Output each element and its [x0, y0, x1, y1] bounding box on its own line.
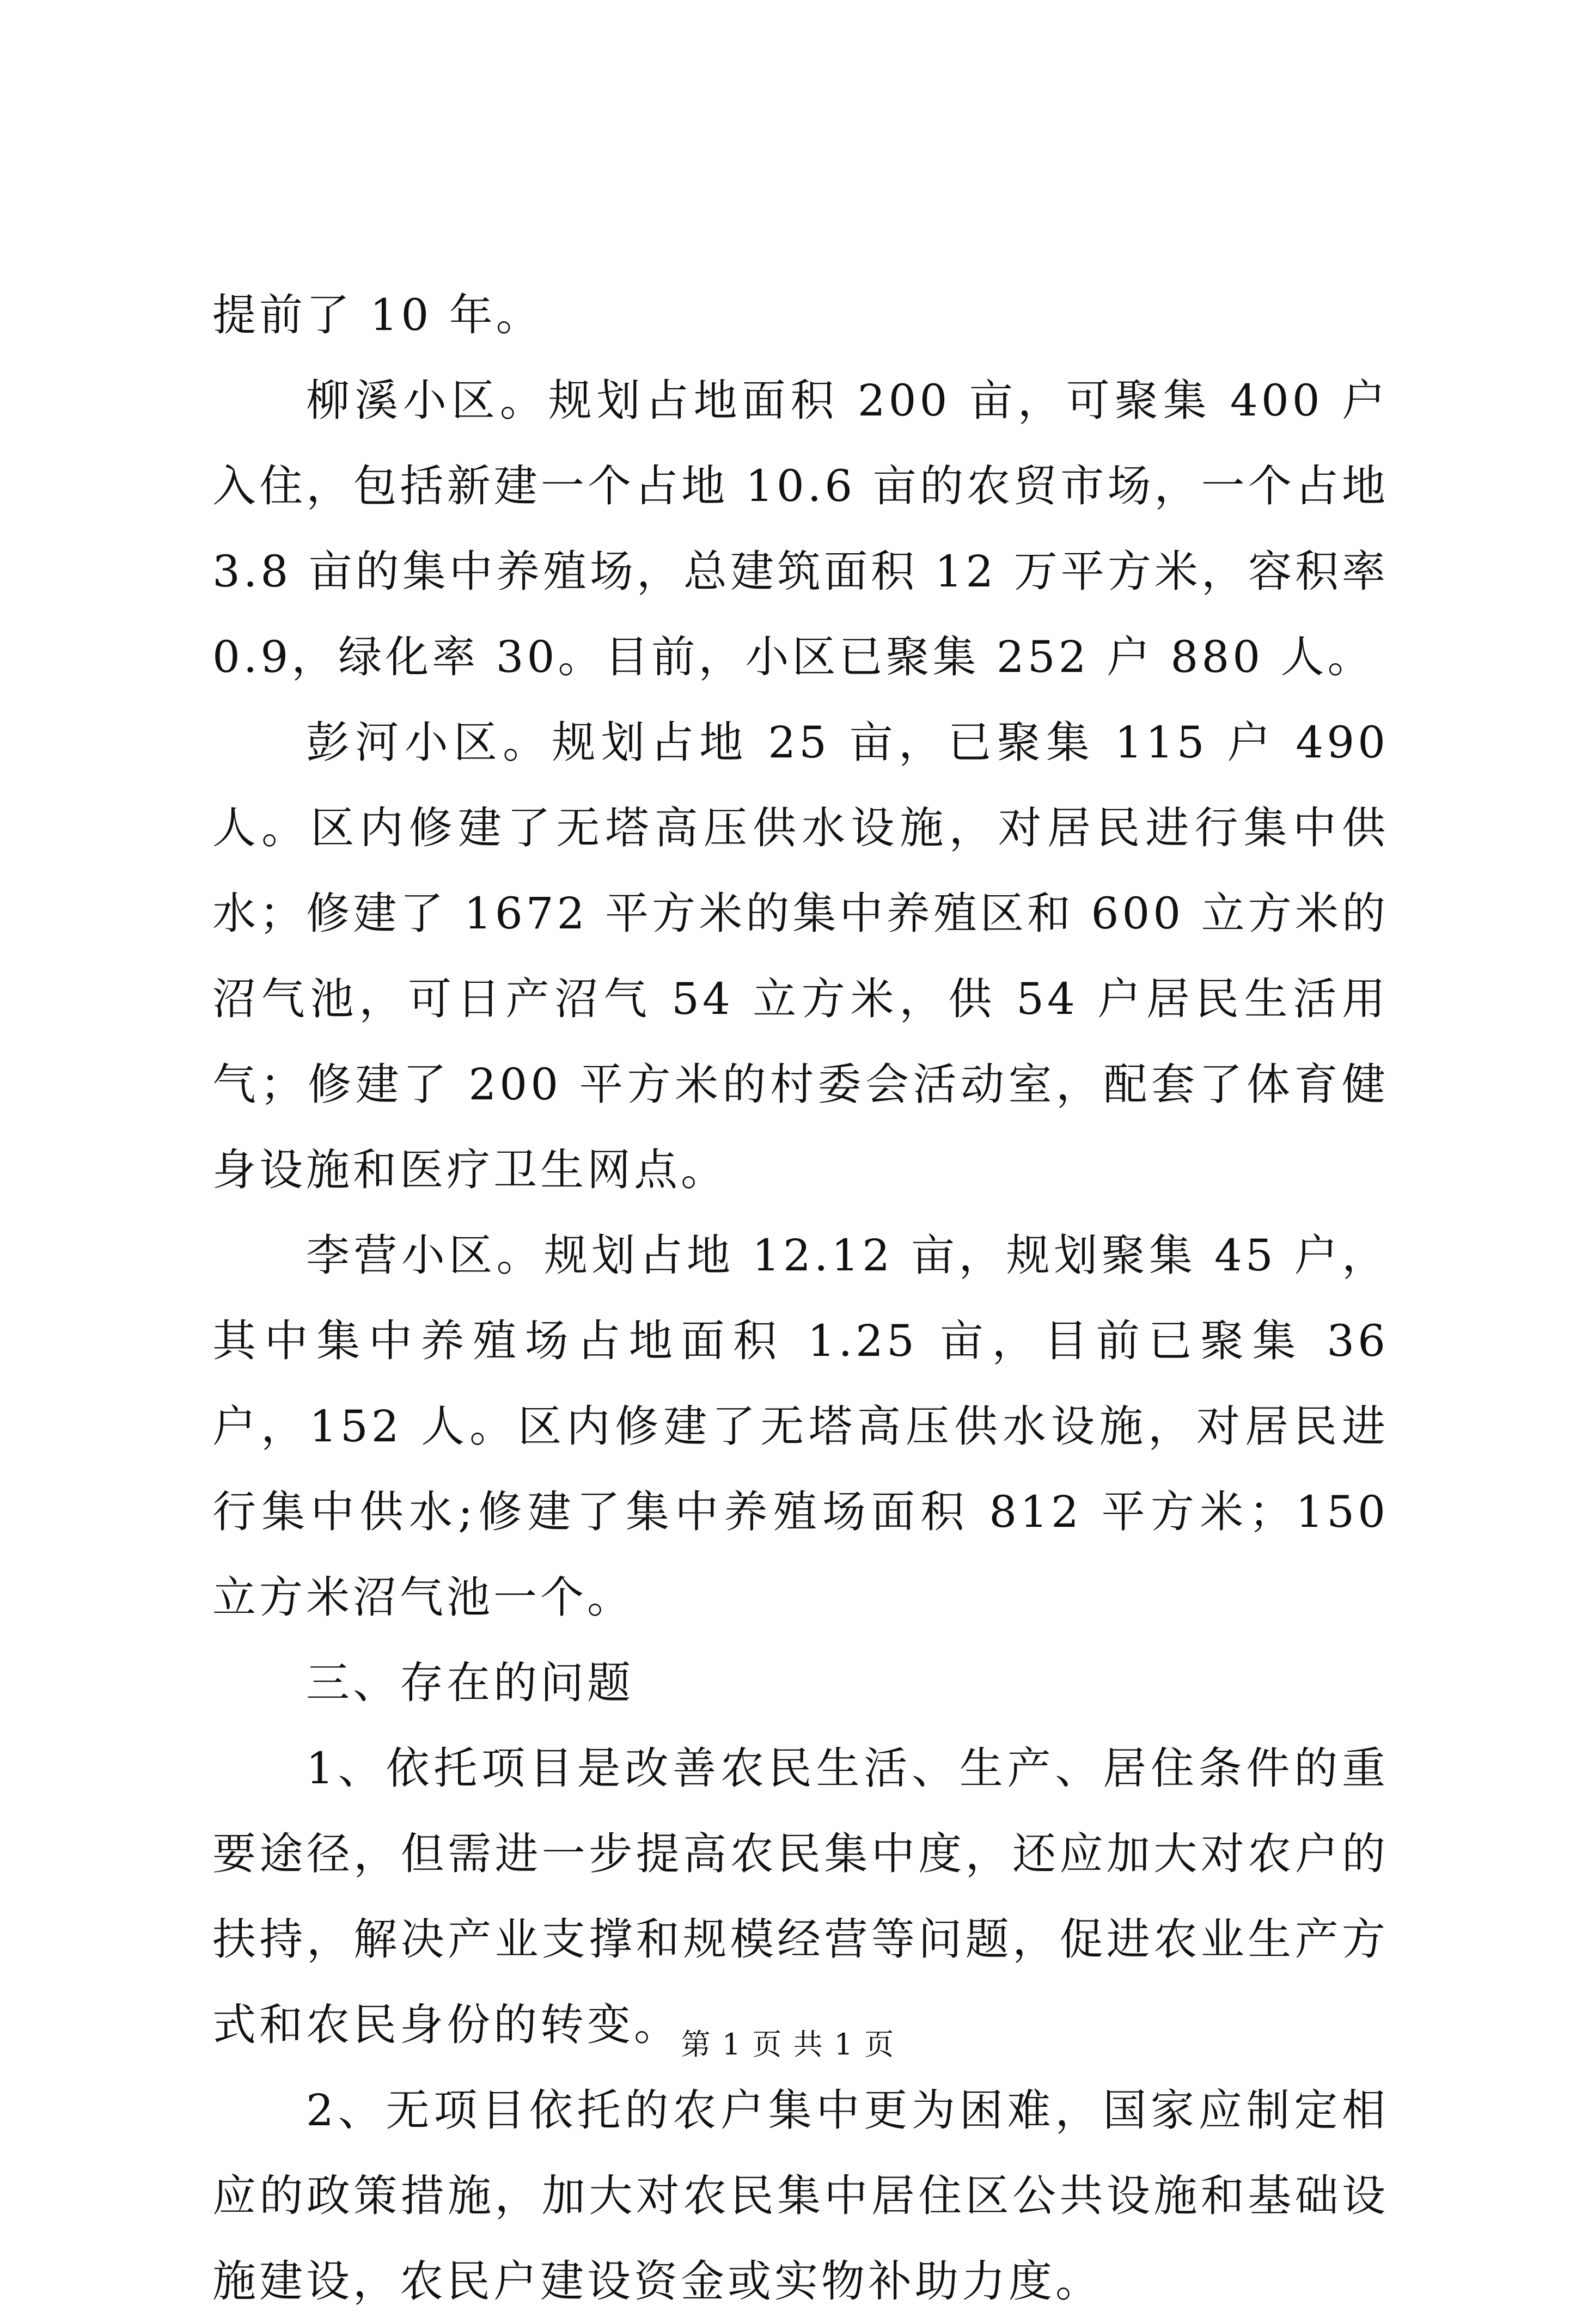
- section-heading-problems: 三、存在的问题: [306, 1658, 634, 1708]
- paragraph-penghe-community: 彭河小区。规划占地 25 亩，已聚集 115 户 490 人。区内修建了无塔高压供水设施，对居民进行集中供水；修建了 1672 平方米的集中养殖区和 600 立方米的沼气池，可日产沼气 54 立方米，供 54 户居民生活用气；修建了 200 平方米的村委会活动室，配套了体育健身设施和医疗卫生网点。: [212, 717, 1389, 1195]
- paragraph-liying-community: 李营小区。规划占地 12.12 亩，规划聚集 45 户，其中集中养殖场占地面积 1.25 亩，目前已聚集 36 户，152 人。区内修建了无塔高压供水设施，对居民进行集中供水;修建了集中养殖场面积 812 平方米；150 立方米沼气池一个。: [212, 1230, 1389, 1623]
- paragraph-liuxi-community: 柳溪小区。规划占地面积 200 亩，可聚集 400 户入住，包括新建一个占地 10.6 亩的农贸市场，一个占地 3.8 亩的集中养殖场，总建筑面积 12 万平方米，容积率 0.9，绿化率 30。目前，小区已聚集 252 户 880 人。: [212, 375, 1389, 682]
- paragraph-continuation: 提前了 10 年。: [212, 290, 543, 340]
- paragraph-problem-1: 1、依托项目是改善农民生活、生产、居住条件的重要途径，但需进一步提高农民集中度，还应加大对农户的扶持，解决产业支撑和规模经营等问题，促进农业生产方式和农民身份的转变。: [212, 1743, 1389, 2050]
- page-footer: 第 1 页 共 1 页: [681, 2027, 895, 2062]
- paragraph-problem-2: 2、无项目依托的农户集中更为困难，国家应制定相应的政策措施，加大对农民集中居住区公共设施和基础设施建设，农民户建设资金或实物补助力度。: [212, 2085, 1389, 2307]
- document-body: [212, 272, 1389, 2324]
